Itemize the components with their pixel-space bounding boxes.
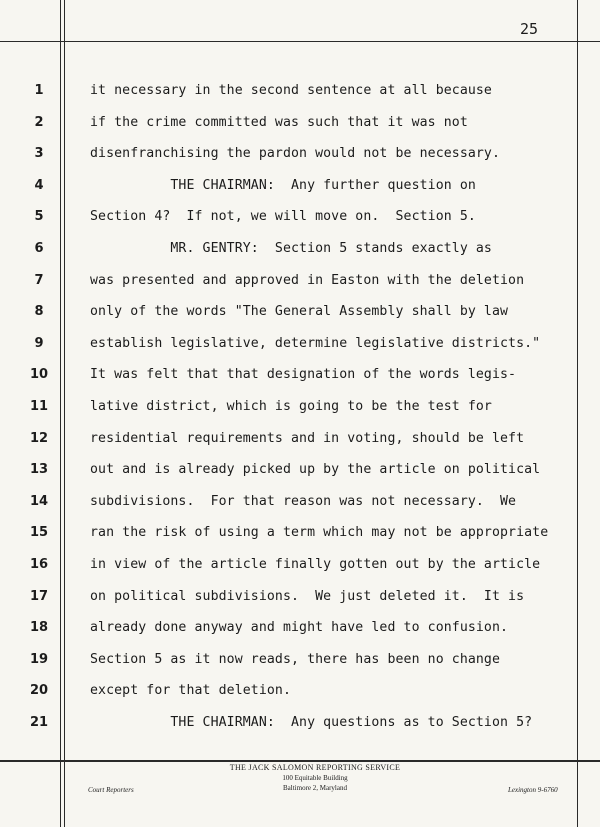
transcript-line: Section 4? If not, we will move on. Section 5. [90,209,476,224]
transcript-line: was presented and approved in Easton with the deletion [90,273,525,288]
top-rule [0,41,600,42]
line-number: 13 [29,462,49,477]
footer-right-label: Lexington 9-6760 [508,786,558,794]
page-number: 25 [520,20,539,38]
transcript-line: on political subdivisions. We just deleted it. It is [90,589,525,604]
line-number: 3 [34,146,44,161]
left-margin-rule-outer [60,0,61,827]
transcript-line: except for that deletion. [90,683,291,698]
line-number: 21 [29,715,49,730]
line-number: 9 [34,336,44,351]
transcript-line: residential requirements and in voting, should be left [90,431,525,446]
line-number: 5 [34,209,44,224]
transcript-line: subdivisions. For that reason was not necessary. We [90,494,517,509]
footer-service-name: THE JACK SALOMON REPORTING SERVICE [229,763,401,772]
transcript-line: MR. GENTRY: Section 5 stands exactly as [90,241,492,256]
bottom-rule [0,760,600,762]
transcript-line: THE CHAIRMAN: Any further question on [90,178,476,193]
footer-left-label: Court Reporters [88,786,134,794]
transcript-line: if the crime committed was such that it was not [90,115,468,130]
footer-address-line1: 100 Equitable Building [282,774,348,782]
transcript-line: disenfranchising the pardon would not be necessary. [90,146,501,161]
footer-reporting-service [200,763,430,793]
transcript-line: it necessary in the second sentence at all because [90,83,492,98]
line-number: 4 [34,178,44,193]
line-number: 16 [29,557,49,572]
line-number: 17 [29,589,49,604]
line-number: 8 [34,304,44,319]
line-number: 10 [29,367,49,382]
transcript-line: establish legislative, determine legislative districts." [90,336,541,351]
line-number: 1 [34,83,44,98]
line-number: 11 [29,399,49,414]
transcript-line: already done anyway and might have led to confusion. [90,620,509,635]
transcript-line: It was felt that that designation of the words legis- [90,367,517,382]
transcript-line: Section 5 as it now reads, there has been no change [90,652,501,667]
left-margin-rule-inner [64,0,65,827]
transcript-line: ran the risk of using a term which may not be appropriate [90,525,549,540]
transcript-line: in view of the article finally gotten out by the article [90,557,541,572]
line-number: 14 [29,494,49,509]
line-number: 7 [34,273,44,288]
transcript-line: THE CHAIRMAN: Any questions as to Section 5? [90,715,533,730]
line-number: 15 [29,525,49,540]
right-margin-rule [577,0,578,827]
line-number: 12 [29,431,49,446]
transcript-line: out and is already picked up by the article on political [90,462,541,477]
transcript-line: only of the words "The General Assembly shall by law [90,304,509,319]
transcript-line: lative district, which is going to be the test for [90,399,492,414]
line-number: 6 [34,241,44,256]
line-number: 19 [29,652,49,667]
line-number: 20 [29,683,49,698]
line-number: 18 [29,620,49,635]
footer-address-line2: Baltimore 2, Maryland [283,784,347,792]
line-number: 2 [34,115,44,130]
